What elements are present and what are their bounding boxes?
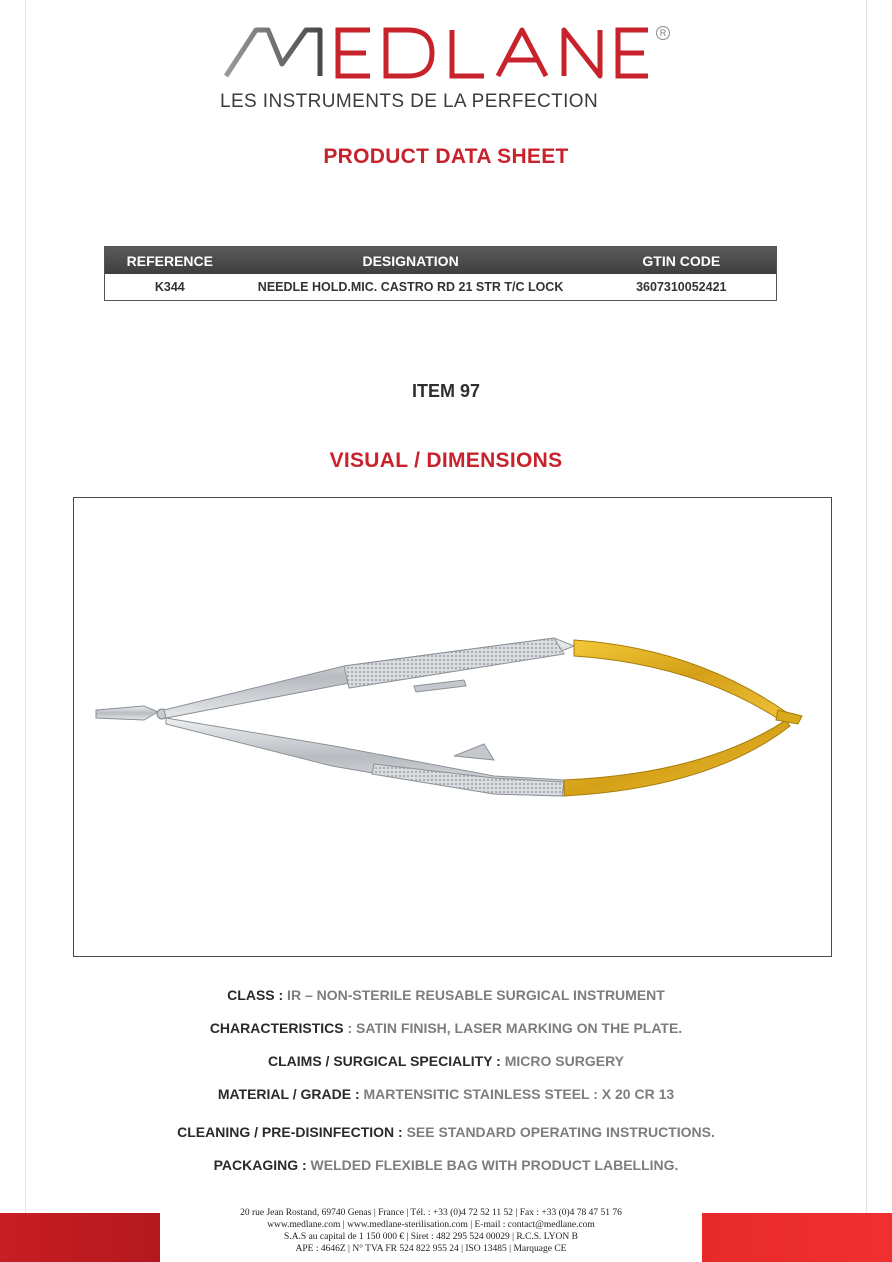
cell-gtin-code: 3607310052421	[636, 280, 727, 294]
page-title: PRODUCT DATA SHEET	[323, 145, 569, 168]
footer-web: www.medlane.com | www.medlane-sterilisation.com | E-mail : contact@medlane.com	[267, 1220, 595, 1230]
spec-claims	[0, 1053, 892, 1069]
spec-packaging-value: WELDED FLEXIBLE BAG WITH PRODUCT LABELLING.	[306, 1157, 679, 1173]
reference-table	[104, 246, 777, 301]
spec-characteristics-value: : SATIN FINISH, LASER MARKING ON THE PLATE.	[343, 1020, 683, 1036]
cell-designation: NEEDLE HOLD.MIC. CASTRO RD 21 STR T/C LOCK	[257, 280, 564, 294]
table-row	[105, 274, 776, 300]
header-designation: DESIGNATION	[362, 252, 459, 269]
spec-class-value: IR – NON-STERILE REUSABLE SURGICAL INSTRUMENT	[283, 987, 665, 1003]
footer-contact	[160, 1207, 702, 1255]
footer-accent-left	[0, 1213, 160, 1262]
spec-characteristics-key: CHARACTERISTICS	[209, 1020, 344, 1036]
spec-cleaning	[0, 1124, 892, 1140]
spec-class-key: CLASS :	[227, 987, 284, 1003]
spec-claims-value: MICRO SURGERY	[500, 1053, 624, 1069]
header-gtin-code: GTIN CODE	[642, 252, 721, 269]
spec-cleaning-value: SEE STANDARD OPERATING INSTRUCTIONS.	[402, 1124, 715, 1140]
spec-claims-key: CLAIMS / SURGICAL SPECIALITY :	[268, 1053, 501, 1069]
spec-class	[0, 987, 892, 1003]
registered-mark-icon: R	[656, 26, 670, 40]
brand-tagline: LES INSTRUMENTS DE LA PERFECTION	[220, 91, 599, 112]
spec-packaging-key: PACKAGING :	[213, 1157, 307, 1173]
footer-address: 20 rue Jean Rostand, 69740 Genas | France | Tél. : +33 (0)4 72 52 11 52 | Fax : +33 (0)4 78 47 51 76	[240, 1208, 622, 1218]
spec-material	[0, 1086, 892, 1102]
visual-dimensions-title: VISUAL / DIMENSIONS	[329, 449, 563, 472]
footer-accent-right	[702, 1213, 892, 1262]
footer-company: S.A.S au capital de 1 150 000 € | Siret : 482 295 524 00029 | R.C.S. LYON B	[284, 1232, 578, 1242]
spec-packaging	[0, 1157, 892, 1173]
spec-characteristics	[0, 1020, 892, 1036]
product-image-frame	[73, 497, 832, 957]
header-reference: REFERENCE	[126, 252, 213, 269]
spec-material-key: MATERIAL / GRADE :	[217, 1086, 360, 1102]
item-label: ITEM 97	[411, 381, 481, 401]
spec-cleaning-key: CLEANING / PRE-DISINFECTION :	[177, 1124, 403, 1140]
table-header	[105, 247, 776, 274]
footer-registration: APE : 4646Z | N° TVA FR 524 822 955 24 | ISO 13485 | Marquage CE	[295, 1244, 567, 1254]
cell-reference: K344	[154, 280, 185, 294]
spec-material-value: MARTENSITIC STAINLESS STEEL : X 20 CR 13	[359, 1086, 675, 1102]
needle-holder-photo-icon	[74, 498, 833, 958]
